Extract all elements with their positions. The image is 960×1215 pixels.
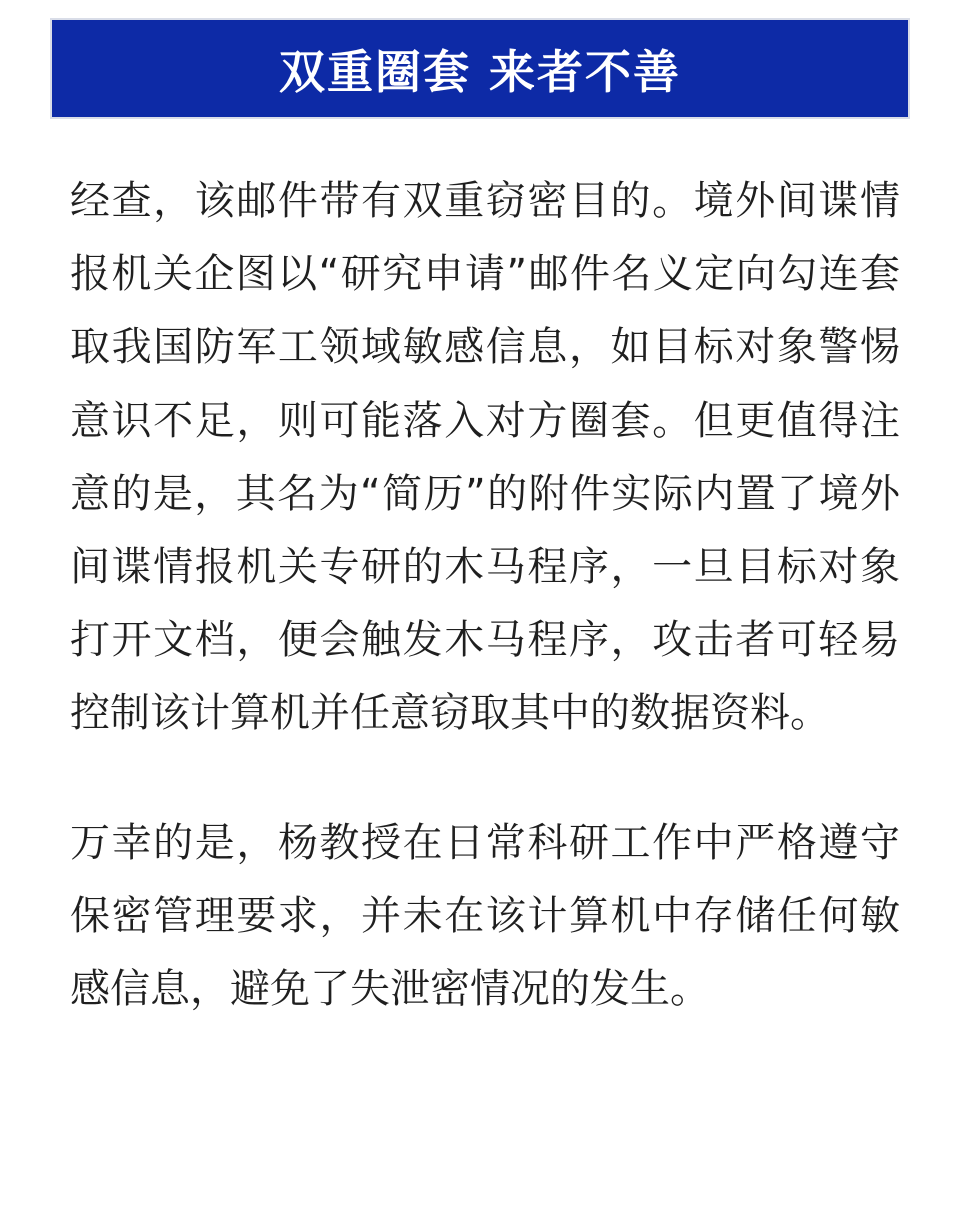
banner-title: 双重圈套 来者不善 (278, 44, 681, 99)
title-banner (50, 18, 910, 119)
article-paragraph-2: 万幸的是，杨教授在日常科研工作中严格遵守保密管理要求，并未在该计算机中存储任何敏感信息，避免了失泄密情况的发生。 (70, 819, 900, 1013)
article-body (70, 165, 900, 1026)
article-paragraph-1: 经查，该邮件带有双重窃密目的。境外间谍情报机关企图以“研究申请”邮件名义定向勾连套取我国防军工领域敏感信息，如目标对象警惕意识不足，则可能落入对方圈套。但更值得注意的是，其名为“简历”的附件实际内置了境外间谍情报机关专研的木马程序，一旦目标对象打开文档，便会触发木马程序，攻击者可轻易控制该计算机并任意窃取其中的数据资料。 (70, 178, 900, 737)
